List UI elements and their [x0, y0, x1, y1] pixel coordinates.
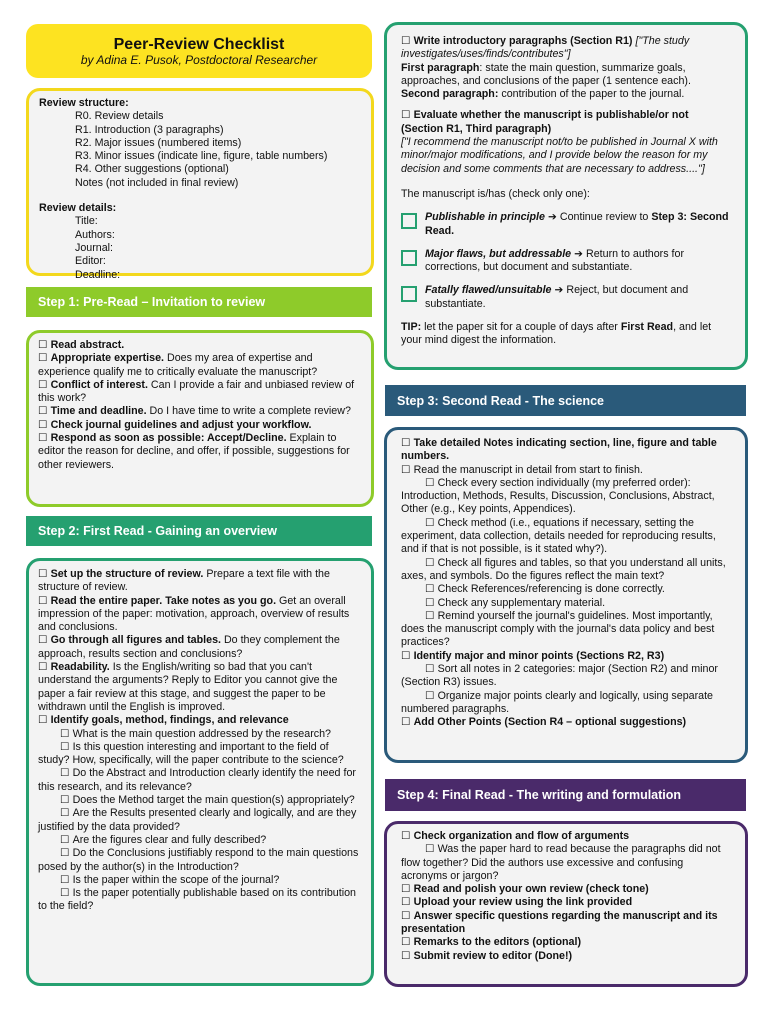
checklist-item: ☐ Appropriate expertise. Does my area of expertise and experience qualify me to critically evaluate the manuscript?	[38, 352, 362, 379]
review-structure-card	[26, 88, 374, 281]
step1-banner: Step 1: Pre-Read – Invitation to review	[26, 287, 372, 317]
sub-checklist-item: ☐ What is the main question addressed by the research?	[38, 728, 362, 741]
sub-checklist-item: ☐ Sort all notes in 2 categories: major (Section R2) and minor (Section R3) issues.	[401, 663, 731, 690]
checklist-item: ☐ Read the entire paper. Take notes as you go. Get an overall impression of the paper: motivation, approach, overview of results and conclusions.	[38, 595, 362, 635]
sub-checklist-item: ☐ Check any supplementary material.	[401, 597, 731, 610]
structure-heading: Review structure:	[39, 97, 129, 109]
sub-checklist-item: ☐ Are the figures clear and fully described?	[38, 834, 362, 847]
checklist-item: ☐ Check journal guidelines and adjust your workflow.	[38, 419, 362, 432]
detail-field: Deadline:	[75, 268, 121, 281]
checklist-item: ☐ Write introductory paragraphs (Section R1) ["The study investigates/uses/finds/contributes"]	[401, 35, 731, 62]
step4-card	[384, 821, 748, 987]
checklist-item: ☐ Go through all figures and tables. Do they complement the approach, results section and conclusions?	[38, 634, 362, 661]
intro-card	[384, 22, 748, 370]
structure-item: R0. Review details	[75, 110, 164, 123]
step1-card	[26, 330, 374, 507]
sub-checklist-item: ☐ Check all figures and tables, so that you understand all units, axes, and symbols. Do the figures reflect the main text?	[401, 557, 731, 584]
checklist-item: ☐ Answer specific questions regarding the manuscript and its presentation	[401, 910, 731, 937]
checklist-item: ☐ Add Other Points (Section R4 – optional suggestions)	[401, 716, 731, 729]
step2-card	[26, 558, 374, 986]
detail-field: Editor:	[75, 255, 106, 268]
author-line: by Adina E. Pusok, Postdoctoral Researcher	[80, 53, 318, 67]
checklist-item: ☐ Readability. Is the English/writing so bad that you can't understand the arguments? Reply to Editor you cannot give the paper a fair review at this stage, and suggest the paper to be withdrawn until the English is improved.	[38, 661, 362, 714]
detail-field: Title:	[75, 215, 98, 228]
sub-checklist-item: ☐ Does the Method target the main question(s) appropriately?	[38, 794, 362, 807]
checklist-item: ☐ Read and polish your own review (check tone)	[401, 883, 731, 896]
detail-field: Authors:	[75, 228, 115, 241]
checklist-item: ☐ Read abstract.	[38, 339, 362, 352]
tip-note: TIP: let the paper sit for a couple of days after First Read, and let your mind digest the information.	[401, 321, 712, 347]
checklist-item: ☐ Read the manuscript in detail from start to finish.	[401, 464, 731, 477]
checkbox-icon[interactable]	[401, 250, 417, 266]
paragraph-note: First paragraph: state the main question, summarize goals, approaches, and conclusions of the paper (1 sentence each).	[401, 61, 691, 87]
checklist-item: ☐ Time and deadline. Do I have time to write a complete review?	[38, 405, 362, 418]
sub-checklist-item: ☐ Check every section individually (my preferred order): Introduction, Methods, Results, Discussion, Conclusions, Abstract, Other (e.g., Key points, Appendices).	[401, 477, 731, 517]
step2-banner: Step 2: First Read - Gaining an overview	[26, 516, 372, 546]
sub-checklist-item: ☐ Organize major points clearly and logically, using separate numbered paragraphs.	[401, 690, 731, 717]
step4-banner: Step 4: Final Read - The writing and formulation	[385, 779, 746, 811]
checklist-item: ☐ Conflict of interest. Can I provide a fair and unbiased review of this work?	[38, 379, 362, 406]
sub-checklist-item: ☐ Remind yourself the journal's guidelines. Most importantly, does the manuscript comply with the journal's data policy and best practices?	[401, 610, 731, 650]
sub-checklist-item: ☐ Was the paper hard to read because the paragraphs did not flow together? Did the authors use excessive and confusing acronyms or jargon?	[401, 843, 731, 883]
step3-banner: Step 3: Second Read - The science	[385, 385, 746, 416]
structure-item: R2. Major issues (numbered items)	[75, 136, 242, 149]
option-publishable[interactable]: Publishable in principle ➔ Continue review to Step 3: Second Read.	[401, 211, 731, 238]
check-prompt: The manuscript is/has (check only one):	[401, 187, 590, 200]
sub-checklist-item: ☐ Is the paper potentially publishable based on its contribution to the field?	[38, 887, 362, 914]
checklist-item: ☐ Remarks to the editors (optional)	[401, 936, 731, 949]
detail-field: Journal:	[75, 241, 114, 254]
sub-checklist-item: ☐ Check method (i.e., equations if necessary, setting the experiment, data collection, details needed for reproducing results, and if that is not possible, is it stated why?).	[401, 517, 731, 557]
checklist-item: ☐ Upload your review using the link provided	[401, 896, 731, 909]
sub-checklist-item: ☐ Check References/referencing is done correctly.	[401, 583, 731, 596]
title-box	[26, 24, 372, 78]
option-major-flaws[interactable]: Major flaws, but addressable ➔ Return to authors for corrections, but document and substantiate.	[401, 248, 731, 275]
checkbox-icon[interactable]	[401, 213, 417, 229]
checklist-item: ☐ Submit review to editor (Done!)	[401, 950, 731, 963]
checklist-item: ☐ Take detailed Notes indicating section, line, figure and table numbers.	[401, 437, 731, 464]
checklist-item: ☐ Identify goals, method, findings, and relevance	[38, 714, 362, 727]
checklist-item: ☐ Check organization and flow of arguments	[401, 830, 731, 843]
sub-checklist-item: ☐ Are the Results presented clearly and logically, and are they justified by the data provided?	[38, 807, 362, 834]
sub-checklist-item: ☐ Is the paper within the scope of the journal?	[38, 874, 362, 887]
checklist-item: ☐ Identify major and minor points (Sections R2, R3)	[401, 650, 731, 663]
page-title: Peer-Review Checklist	[113, 36, 285, 53]
structure-item: R4. Other suggestions (optional)	[75, 163, 229, 176]
checklist-item: ☐ Respond as soon as possible: Accept/Decline. Explain to editor the reason for decline, and offer, if possible, suggestions for other reviewers.	[38, 432, 362, 472]
details-heading: Review details:	[39, 202, 117, 215]
sub-checklist-item: ☐ Is this question interesting and important to the field of study? How, specifically, will the paper contribute to the science?	[38, 741, 362, 768]
checkbox-icon[interactable]	[401, 286, 417, 302]
option-fatally-flawed[interactable]: Fatally flawed/unsuitable ➔ Reject, but document and substantiate.	[401, 284, 731, 311]
paragraph-note: Second paragraph: contribution of the paper to the journal.	[401, 88, 685, 101]
checklist-item: ☐ Set up the structure of review. Prepare a text file with the structure of review.	[38, 568, 362, 595]
step3-card	[384, 427, 748, 763]
recommendation-quote: ["I recommend the manuscript not/to be published in Journal X with minor/major modifications, and I provide below the reason for my decision and some comments that are necessary to address...."]	[401, 136, 718, 175]
sub-checklist-item: ☐ Do the Abstract and Introduction clearly identify the need for this research, and its relevance?	[38, 767, 362, 794]
structure-item: R1. Introduction (3 paragraphs)	[75, 123, 224, 136]
structure-item: R3. Minor issues (indicate line, figure, table numbers)	[75, 150, 328, 163]
checklist-item: ☐ Evaluate whether the manuscript is publishable/or not (Section R1, Third paragraph)	[401, 109, 731, 136]
sub-checklist-item: ☐ Do the Conclusions justifiably respond to the main questions posed by the author(s) in the Introduction?	[38, 847, 362, 874]
structure-item: Notes (not included in final review)	[75, 176, 239, 189]
